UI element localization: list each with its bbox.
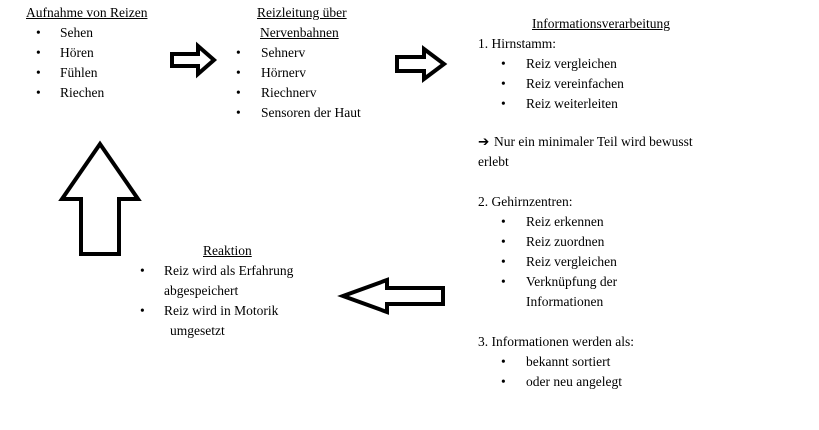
reaktion-list (140, 261, 340, 341)
hirnstamm-list (501, 54, 778, 114)
note-line2: erlebt (478, 154, 509, 169)
arrow-right-1 (172, 46, 214, 74)
informationen-list (501, 352, 778, 392)
list-item: • Sensoren der Haut (236, 105, 361, 120)
reizleitung-title-line2: Nervenbahnen (260, 25, 339, 40)
verarbeitung-title: Informationsverarbeitung (532, 16, 670, 31)
arrow-left (343, 280, 443, 312)
aufnahme-title: Aufnahme von Reizen (26, 5, 148, 20)
list-item: • Reiz vereinfachen (501, 76, 624, 91)
list-item: • oder neu angelegt (501, 374, 622, 389)
arrow-up (62, 144, 138, 254)
aufnahme-block (26, 3, 156, 103)
list-item: • Verknüpfung der Informationen (501, 274, 618, 309)
note-line1: ➔ Nur ein minimaler Teil wird bewusst (478, 132, 778, 152)
gehirnzentren-list (501, 212, 778, 312)
list-item: • Sehnerv (236, 45, 306, 60)
list-item: • Reiz erkennen (501, 214, 604, 229)
reaktion-title: Reaktion (203, 243, 252, 258)
list-item: • Hören (36, 45, 94, 60)
list-item: • Reiz wird als Erfahrung abgespeichert (140, 263, 294, 298)
arrow-right-2 (397, 49, 444, 79)
reizleitung-list (236, 43, 396, 123)
section-gehirnzentren-heading: 2. Gehirnzentren: (478, 194, 573, 209)
list-item: • Riechen (36, 85, 105, 100)
section-hirnstamm-heading: 1. Hirnstamm: (478, 36, 556, 51)
list-item: • Fühlen (36, 65, 98, 80)
list-item: • Reiz wird in Motorik umgesetzt (140, 303, 279, 338)
list-item: • Reiz weiterleiten (501, 96, 618, 111)
list-item: • bekannt sortiert (501, 354, 611, 369)
reizleitung-block (226, 3, 396, 123)
reaktion-block (140, 241, 340, 341)
list-item: • Reiz vergleichen (501, 56, 617, 71)
verarbeitung-block (478, 14, 778, 392)
section-informationen-heading: 3. Informationen werden als: (478, 334, 634, 349)
list-item: • Reiz zuordnen (501, 234, 605, 249)
list-item: • Sehen (36, 25, 93, 40)
reizleitung-title-line1: Reizleitung über (257, 5, 347, 20)
list-item: • Reiz vergleichen (501, 254, 617, 269)
list-item: • Riechnerv (236, 85, 317, 100)
arrow-right-icon: ➔ (478, 134, 490, 149)
aufnahme-list (36, 23, 156, 103)
list-item: • Hörnerv (236, 65, 306, 80)
